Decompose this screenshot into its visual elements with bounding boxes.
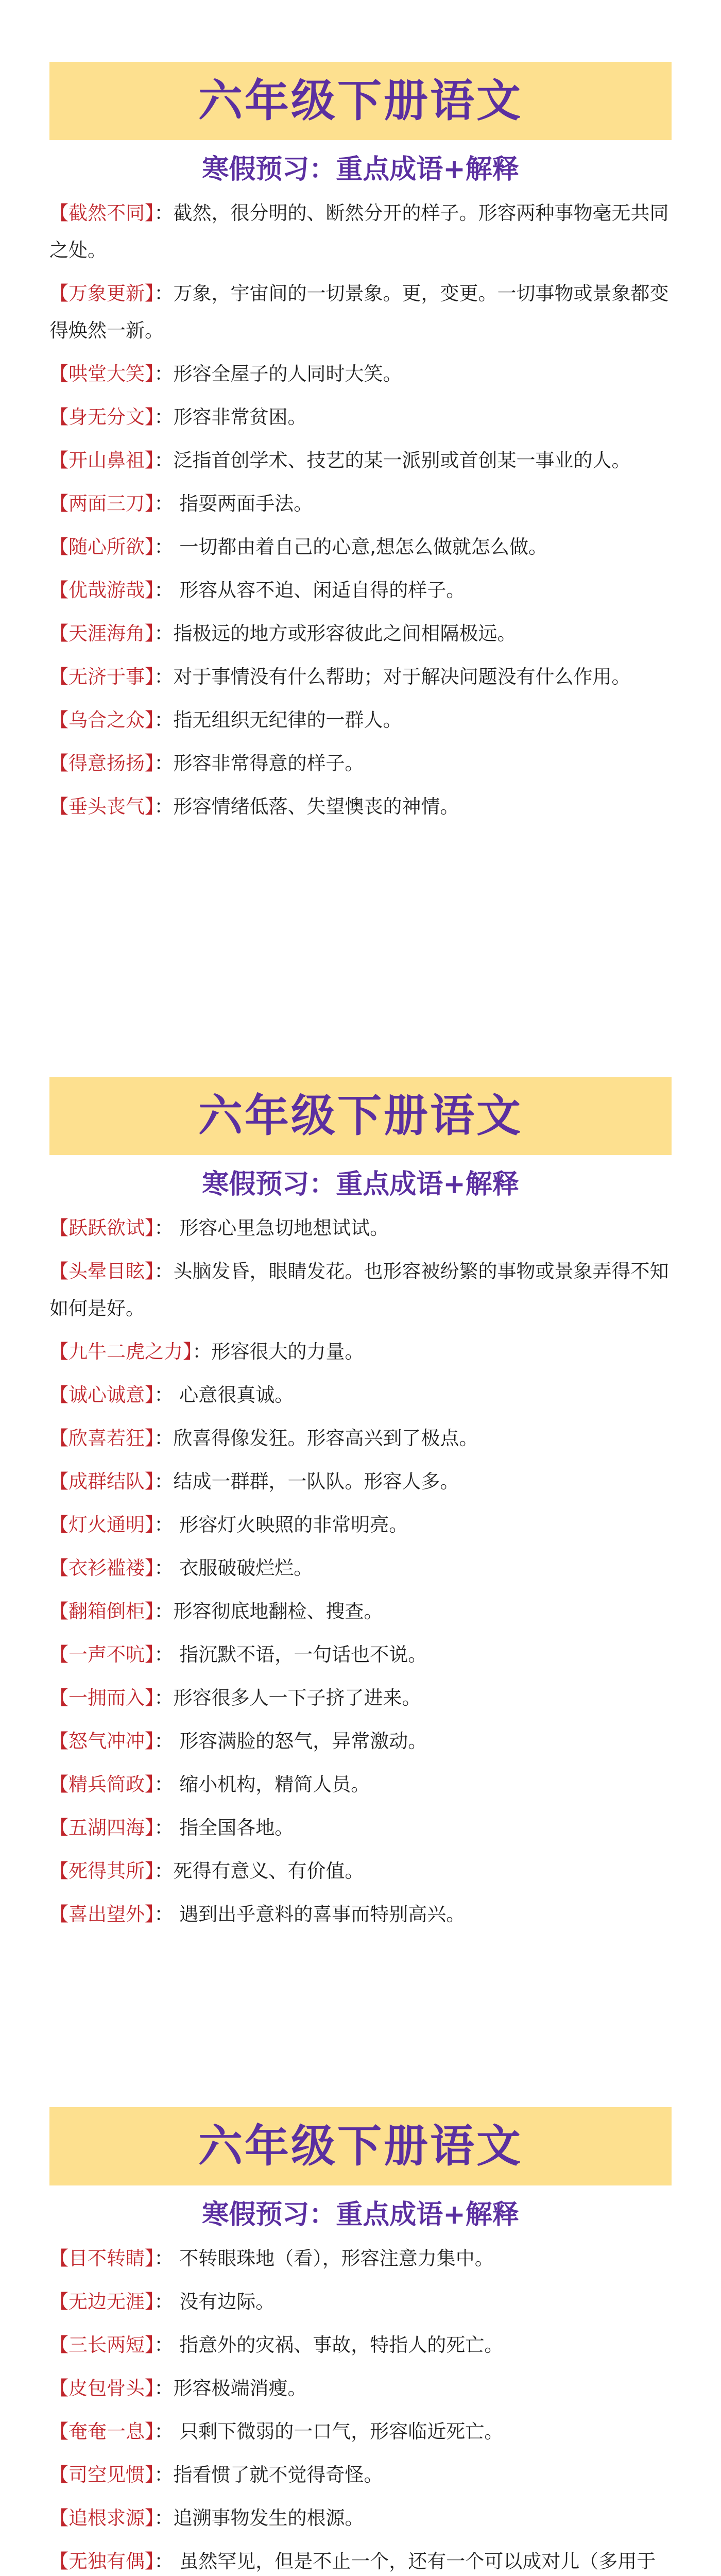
idiom-entry (49, 2456, 672, 2494)
idiom-term: 【得意扬扬】 (49, 752, 154, 775)
idiom-definition: ： 指沉默不语，一句话也不说。 (154, 1643, 427, 1666)
idiom-term: 【九牛二虎之力】 (49, 1341, 193, 1363)
idiom-entry (49, 2327, 672, 2364)
idiom-term: 【乌合之众】 (49, 709, 154, 732)
idiom-entry (49, 2500, 672, 2537)
idiom-definition: ：对于事情没有什么帮助；对于解决问题没有什么作用。 (154, 666, 631, 688)
idiom-entry (49, 2413, 672, 2450)
idiom-entry (49, 275, 672, 349)
idiom-list (49, 1210, 672, 1933)
idiom-term: 【诚心诚意】 (49, 1384, 154, 1406)
idiom-term: 【无边无涯】 (49, 2291, 154, 2313)
idiom-list (49, 2240, 672, 2576)
title-banner (49, 2107, 672, 2185)
idiom-definition: ： 形容灯火映照的非常明亮。 (154, 1514, 408, 1536)
idiom-entry (49, 1506, 672, 1544)
title-banner (49, 62, 672, 140)
idiom-definition: ： 缩小机构，精简人员。 (154, 1773, 370, 1796)
idiom-definition: ： 心意很真诚。 (154, 1384, 294, 1406)
idiom-entry (49, 1550, 672, 1587)
idiom-entry (49, 2240, 672, 2277)
idiom-definition: ： 指耍两面手法。 (154, 493, 313, 515)
idiom-definition: ：结成一群群，一队队。形容人多。 (154, 1470, 459, 1493)
idiom-entry (49, 1420, 672, 1457)
vocab-section-2 (49, 1077, 672, 1939)
idiom-term: 【头晕目眩】 (49, 1260, 154, 1283)
idiom-term: 【奄奄一息】 (49, 2420, 154, 2443)
idiom-entry (49, 1766, 672, 1803)
page-title: 六年级下册语文 (198, 75, 523, 127)
section-subtitle: 寒假预习：重点成语+解释 (202, 1168, 519, 1200)
idiom-term: 【无济于事】 (49, 666, 154, 688)
idiom-term: 【一拥而入】 (49, 1687, 154, 1709)
idiom-term: 【两面三刀】 (49, 493, 154, 515)
idiom-entry (49, 615, 672, 652)
idiom-entry (49, 1896, 672, 1933)
idiom-term: 【皮包骨头】 (49, 2377, 154, 2400)
idiom-term: 【天涯海角】 (49, 622, 154, 645)
idiom-term: 【死得其所】 (49, 1860, 154, 1883)
idiom-term: 【开山鼻祖】 (49, 449, 154, 472)
idiom-definition: ： 形容心里急切地想试试。 (154, 1217, 389, 1240)
idiom-term: 【司空见惯】 (49, 2464, 154, 2486)
idiom-entry (49, 788, 672, 825)
idiom-entry (49, 1680, 672, 1717)
idiom-term: 【目不转睛】 (49, 2247, 154, 2270)
idiom-term: 【无独有偶】 (49, 2550, 154, 2573)
idiom-definition: ：欣喜得像发狂。形容高兴到了极点。 (154, 1427, 478, 1450)
idiom-definition: ：形容全屋子的人同时大笑。 (154, 363, 402, 385)
idiom-entry (49, 1809, 672, 1846)
idiom-definition: ： 一切都由着自己的心意,想怎么做就怎么做。 (154, 536, 548, 558)
idiom-entry (49, 1210, 672, 1247)
idiom-definition: ：形容情绪低落、失望懊丧的神情。 (154, 795, 459, 818)
idiom-entry (49, 1333, 672, 1370)
idiom-definition: ：形容非常贫困。 (154, 406, 307, 429)
idiom-entry (49, 1253, 672, 1327)
idiom-term: 【衣衫褴褛】 (49, 1557, 154, 1580)
idiom-definition: ： 形容满脸的怒气，异常激动。 (154, 1730, 427, 1753)
idiom-term: 【身无分文】 (49, 406, 154, 429)
title-banner (49, 1077, 672, 1155)
idiom-definition: ：形容非常得意的样子。 (154, 752, 364, 775)
idiom-entry (49, 195, 672, 269)
idiom-definition: ：截然，很分明的、断然分开的样子。形容两种事物毫无共同之处。 (49, 202, 669, 262)
idiom-term: 【精兵简政】 (49, 1773, 154, 1796)
idiom-term: 【成群结队】 (49, 1470, 154, 1493)
idiom-definition: ：万象，宇宙间的一切景象。更，变更。一切事物或景象都变得焕然一新。 (49, 282, 669, 342)
idiom-term: 【截然不同】 (49, 202, 154, 225)
idiom-entry (49, 702, 672, 739)
idiom-term: 【哄堂大笑】 (49, 363, 154, 385)
idiom-definition: ：死得有意义、有价值。 (154, 1860, 364, 1883)
idiom-definition: ：形容很大的力量。 (192, 1341, 364, 1363)
idiom-entry (49, 399, 672, 436)
section-subtitle: 寒假预习：重点成语+解释 (202, 154, 519, 185)
idiom-term: 【欣喜若狂】 (49, 1427, 154, 1450)
idiom-definition: ： 形容从容不迫、闲适自得的样子。 (154, 579, 466, 602)
idiom-definition: ：追溯事物发生的根源。 (154, 2507, 364, 2530)
idiom-entry (49, 1463, 672, 1500)
idiom-term: 【垂头丧气】 (49, 795, 154, 818)
idiom-term: 【三长两短】 (49, 2334, 154, 2357)
idiom-definition: ： 只剩下微弱的一口气，形容临近死亡。 (154, 2420, 504, 2443)
idiom-definition: ： 遇到出乎意料的喜事而特别高兴。 (154, 1903, 466, 1926)
idiom-term: 【怒气冲冲】 (49, 1730, 154, 1753)
idiom-definition: ：头脑发昏，眼睛发花。也形容被纷繁的事物或景象弄得不知如何是好。 (49, 1260, 669, 1320)
idiom-entry (49, 2370, 672, 2407)
idiom-entry (49, 745, 672, 782)
idiom-entry (49, 1593, 672, 1630)
idiom-entry (49, 658, 672, 696)
idiom-entry (49, 2283, 672, 2320)
section-subtitle: 寒假预习：重点成语+解释 (202, 2199, 519, 2230)
idiom-entry (49, 485, 672, 522)
idiom-term: 【跃跃欲试】 (49, 1217, 154, 1240)
idiom-definition: ： 指意外的灾祸、事故，特指人的死亡。 (154, 2334, 504, 2357)
idiom-definition: ： 不转眼珠地（看），形容注意力集中。 (154, 2247, 494, 2270)
idiom-definition: ：泛指首创学术、技艺的某一派别或首创某一事业的人。 (154, 449, 631, 472)
page-title: 六年级下册语文 (198, 2120, 523, 2172)
idiom-entry (49, 442, 672, 479)
idiom-list (49, 195, 672, 825)
idiom-entry (49, 572, 672, 609)
idiom-entry (49, 529, 672, 566)
idiom-entry (49, 1377, 672, 1414)
idiom-term: 【随心所欲】 (49, 536, 154, 558)
idiom-term: 【灯火通明】 (49, 1514, 154, 1536)
idiom-definition: ：形容彻底地翻检、搜查。 (154, 1600, 383, 1623)
page-title: 六年级下册语文 (198, 1090, 523, 1142)
idiom-entry (49, 355, 672, 393)
vocab-section-3 (49, 2107, 672, 2576)
idiom-term: 【五湖四海】 (49, 1817, 154, 1839)
idiom-definition: ：指无组织无纪律的一群人。 (154, 709, 402, 732)
idiom-entry (49, 2543, 672, 2576)
vocab-section-1 (49, 62, 672, 832)
idiom-entry (49, 1853, 672, 1890)
idiom-definition: ： 没有边际。 (154, 2291, 275, 2313)
idiom-definition: ： 衣服破破烂烂。 (154, 1557, 313, 1580)
idiom-definition: ： 虽然罕见，但是不止一个，还有一个可以成对儿（多用于 (154, 2550, 656, 2573)
idiom-term: 【喜出望外】 (49, 1903, 154, 1926)
idiom-definition: ： 指全国各地。 (154, 1817, 294, 1839)
idiom-entry (49, 1636, 672, 1673)
idiom-term: 【翻箱倒柜】 (49, 1600, 154, 1623)
idiom-term: 【优哉游哉】 (49, 579, 154, 602)
idiom-definition: ：形容极端消瘦。 (154, 2377, 307, 2400)
idiom-term: 【追根求源】 (49, 2507, 154, 2530)
idiom-definition: ：指极远的地方或形容彼此之间相隔极远。 (154, 622, 517, 645)
idiom-definition: ：形容很多人一下子挤了进来。 (154, 1687, 421, 1709)
idiom-term: 【万象更新】 (49, 282, 154, 305)
idiom-definition: ：指看惯了就不觉得奇怪。 (154, 2464, 383, 2486)
idiom-term: 【一声不吭】 (49, 1643, 154, 1666)
idiom-entry (49, 1723, 672, 1760)
